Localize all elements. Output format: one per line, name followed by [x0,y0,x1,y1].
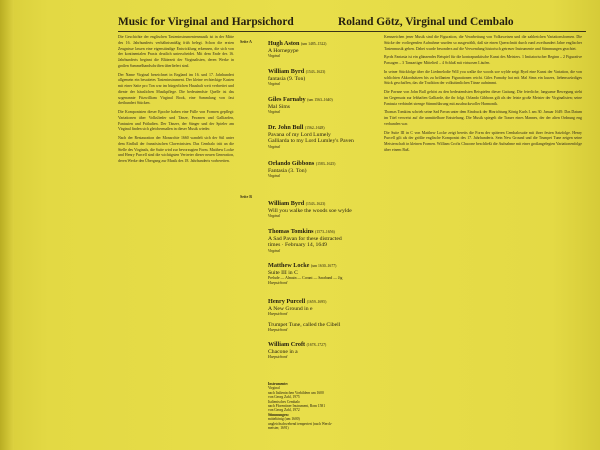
tuning-heading: Stimmungen: [268,412,289,417]
composer-name: Henry Purcell (1659–1695) [268,298,327,305]
track-title-second: times · February 14, 1649 [268,242,327,249]
composer-name: Hugh Aston (um 1485–1522) [268,40,327,47]
track-title: Fantasia (3. Ton) [268,168,307,174]
track-entry [268,68,380,87]
track-entry [268,124,380,150]
track-instrument: Harpsichord [268,312,288,317]
credits-heading: Instrumente: [268,382,289,386]
track-title: A New Ground in e [268,306,313,312]
track-entry [268,298,380,317]
composer-name: William Byrd (1543–1623) [268,200,326,207]
liner-paragraph: Die Geschichte der englischen Tasteninstrumentenmusik ist in der Mitte des 16. Jahrhunderts verhältnismäßig früh belegt. Schon die ersten Zeugnisse lassen eine eigenständige Entwicklung erkennen, die sich von der kontinentalen Praxis deutlich unterscheidet. Mit dem Ende des 16. Jahrhunderts beginnt die Blütezeit der Virginalisten, deren Werke in großen Sammelhandschriften überliefert sind. [118,35,234,68]
track-title: Suite III in C [268,270,298,276]
header-rule [118,31,586,32]
track-title-second: Galliarda to my Lord Lumley's Paven [268,138,354,145]
liner-paragraph: Die Komponisten dieser Epoche haben eine Fülle von Formen gepflegt: Variationen über Volkslieder und Tänze, Pavanen und Galliarden, Fantasien und Präludien. Der Tänzer, der Sänger und der Spieler am Virginal finden sich gleichermaßen in dieser Musik wieder. [118,110,234,132]
liner-paragraph: Byrds Fantasia ist ein glänzendes Beispiel für die kontrapunktische Kunst des Meisters. 1 Imitatorischer Beginn – 2 Figurative Passagen – 3 Tanzartiger Mittelteil – 4 Schluß mit virtuosen Läufen. [384,55,582,65]
liner-paragraph: Die Suite III in C von Matthew Locke zeigt bereits die Form der späteren Cembalosuite mit ihrer festen Satzfolge. Henry Purcell gilt als der größte englische Komponist des 17. Jahrhunderts. Sein New Ground und die Trumpet Tune zeigen seine Meisterschaft in kleinen Formen. William Crofts Chacone beschließt die Aufnahme mit einer großangelegten Variationenfolge über einem Baß. [384,130,582,152]
track-entry [268,322,380,333]
track-instrument: Virginal [268,214,281,219]
composer-name: Dr. John Bull (1562–1628) [268,124,325,131]
track-title: A Sad Pavan for these distracted [268,236,342,242]
composer-name: Orlando Gibbons (1583–1625) [268,160,336,167]
composer-name: William Croft (1678–1727) [268,341,327,348]
credit-line: von Georg Zahl, 1975 [268,395,300,400]
track-entry [268,262,380,286]
liner-paragraph: Kennzeichen jener Musik sind die Figuration, die Verarbeitung von Volksweisen und die zahlreichen Variationsformen. Die Stücke der vorliegenden Aufnahme wurden so ausgewählt, daß sie einen Querschnitt durch rund zweihundert Jahre englischer Tastenmusik geben. Dabei wurde besonders auf die Verwendung historisch getreuer Instrumente und Stimmungen geachtet. [384,35,582,51]
track-instrument: Virginal [268,110,281,115]
track-title: Mal Sims [268,104,290,110]
composer-name: Matthew Locke (um 1630–1677) [268,262,337,269]
instrument-credits [268,382,380,430]
track-title: Pavana of my Lord Lumely [268,132,331,138]
track-instrument: Harpsichord [268,281,288,285]
credit-line: Italienisches Cembalo [268,399,300,404]
album-title: Music for Virginal and Harpsichord [118,16,294,28]
liner-paragraph: Der Name Virginal bezeichnet in England im 16. und 17. Jahrhundert allgemein ein besaitetes Tasteninstrument. Der kleine rechteckige Kasten mit einer Saite pro Ton war im bürgerlichen Haushalt weit verbreitet und diente der häuslichen Musikpflege. Die bedeutendste Quelle ist das sogenannte Fitzwilliam Virginal Book, eine Sammlung von fast dreihundert Stücken. [118,72,234,106]
track-entry [268,40,380,59]
track-instrument: Virginal [268,54,281,59]
track-entry [268,200,380,219]
liner-paragraph: Thomas Tomkins schrieb seine Sad Pavan unter dem Eindruck der Hinrichtung König Karls I. am 30. Januar 1649. Das Datum im Titel verweist auf die unmittelbare Entstehung. Die Musik spiegelt die Trauer eines Mannes, der der alten Ordnung eng verbunden war. [384,110,582,126]
composer-name: Giles Farnaby (um 1563–1640) [268,96,333,103]
track-title: Trumpet Tune, called the Cibell [268,322,341,328]
track-entry [268,228,380,254]
credit-line: nach Florentiner Instrument, Rom 1581 [268,404,325,409]
movement-list: Prelude — Almain — Corant — Saraband — Jig [268,276,343,281]
credit-line: nach Italienischen Vorbildern um 1600 [268,390,324,395]
track-instrument: Harpsichord [268,355,288,360]
track-title: Chacone in a [268,349,298,355]
side-b-label: Seite B [240,194,252,199]
track-entry [268,341,380,360]
credit-line: mitteltönig (um 1600) [268,417,300,422]
credit-line: meister, 1691) [268,426,289,431]
performer-credit: Roland Götz, Virginal und Cembalo [338,16,514,28]
liner-paragraph: Die Pavane von John Bull gehört zu den bedeutendsten Beispielen dieser Gattung. Die feierliche, langsame Bewegung steht im Gegensatz zur lebhaften Galliarde, die ihr folgt. Orlando Gibbons gilt als der letzte große Meister der Virginalisten; seine Fantasia verbindet strenge Stimmführung mit ausdrucksvoller Harmonik. [384,90,582,106]
track-title: Will you walke the woods soe wylde [268,208,352,214]
liner-notes-right [384,35,582,445]
composer-name: William Byrd (1543–1623) [268,68,326,75]
sleeve-edge-shadow [0,0,14,450]
track-entry [268,160,380,179]
side-a-label: Seite A [240,39,252,44]
credit-line: ungleichschwebend temperiert (nach Werck- [268,421,333,426]
track-title: fantasia (9. Ton) [268,76,306,82]
composer-name: Thomas Tomkins (1573–1656) [268,228,335,235]
liner-paragraph: In seiner Stückfolge über die Liedmelodie Will you walke the woods soe wylde zeigt Byrd eine Kunst der Variation, die von schlichten Akkordsätzen bis zu brillanten Figurationen reicht. Giles Farnaby hat mit Mal Sims ein kurzes, liebenswürdiges Stück geschaffen, das die Tradition der volkstümlichen Tänze aufnimmt. [384,69,582,86]
track-instrument: Virginal [268,174,281,179]
track-title: A Hornepype [268,48,299,54]
credit-line: Virginal [268,386,280,391]
liner-paragraph: Nach der Restauration der Monarchie 1660 wandelt sich der Stil unter dem Einfluß der französischen Clavecinisten. Das Cembalo tritt an die Stelle des Virginals, die Suite wird zur bevorzugten Form. Matthew Locke und Henry Purcell sind die wichtigsten Vertreter dieser neuen Generation, deren Werke den Übergang zur Musik des 18. Jahrhunderts vorbereiten. [118,136,234,163]
liner-notes-left [118,35,234,435]
track-instrument: Virginal [268,248,281,253]
credit-line: von Georg Zahl, 1972 [268,408,300,413]
track-instrument: Virginal [268,144,281,149]
track-instrument: Virginal [268,82,281,87]
track-instrument: Harpsichord [268,328,288,333]
track-entry [268,96,380,115]
